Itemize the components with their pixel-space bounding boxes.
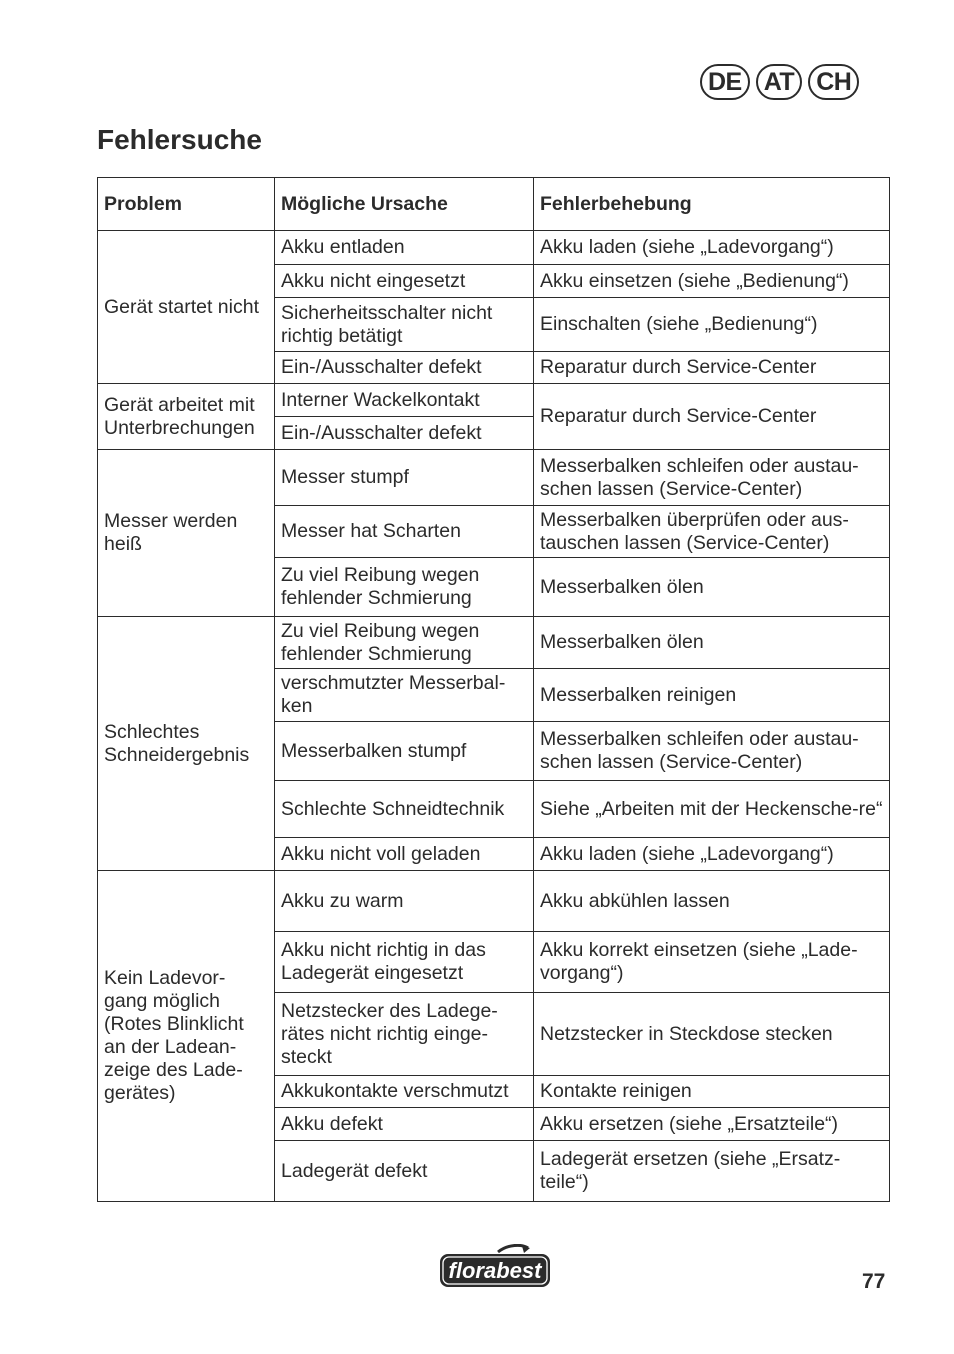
remedy-cell: Reparatur durch Service-Center bbox=[534, 384, 890, 450]
remedy-cell: Netzstecker in Steckdose stecken bbox=[534, 993, 890, 1076]
remedy-cell: Messerbalken schleifen oder austau-schen lassen (Service-Center) bbox=[534, 722, 890, 781]
cause-cell: Schlechte Schneidtechnik bbox=[275, 781, 534, 838]
troubleshooting-table bbox=[97, 177, 890, 1202]
table-row bbox=[98, 384, 890, 417]
country-badge-de: DE bbox=[700, 64, 750, 100]
cause-cell: Akku nicht voll geladen bbox=[275, 838, 534, 871]
cause-cell: Akkukontakte verschmutzt bbox=[275, 1076, 534, 1108]
problem-cell: Kein Ladevor-gang möglich (Rotes Blinklicht an der Ladean-zeige des Lade-gerätes) bbox=[98, 871, 275, 1202]
table-row bbox=[98, 450, 890, 506]
column-header-remedy: Fehlerbehebung bbox=[534, 178, 890, 231]
cause-cell: Sicherheitsschalter nicht richtig betätigt bbox=[275, 298, 534, 352]
cause-cell: Akku zu warm bbox=[275, 871, 534, 932]
country-badge-ch: CH bbox=[808, 64, 859, 100]
cause-cell: Ein-/Ausschalter defekt bbox=[275, 352, 534, 384]
remedy-cell: Siehe „Arbeiten mit der Heckensche-re“ bbox=[534, 781, 890, 838]
remedy-cell: Messerbalken ölen bbox=[534, 617, 890, 669]
cause-cell: Zu viel Reibung wegen fehlender Schmierung bbox=[275, 617, 534, 669]
country-badge-at: AT bbox=[756, 64, 802, 100]
remedy-cell: Akku abkühlen lassen bbox=[534, 871, 890, 932]
cause-cell: Akku entladen bbox=[275, 231, 534, 265]
remedy-cell: Ladegerät ersetzen (siehe „Ersatz-teile“) bbox=[534, 1141, 890, 1202]
problem-cell: Gerät arbeitet mit Unterbrechungen bbox=[98, 384, 275, 450]
cause-cell: Messerbalken stumpf bbox=[275, 722, 534, 781]
cause-cell: Messer stumpf bbox=[275, 450, 534, 506]
cause-cell: Akku nicht richtig in das Ladegerät eingesetzt bbox=[275, 932, 534, 993]
remedy-cell: Messerbalken ölen bbox=[534, 558, 890, 617]
remedy-cell: Messerbalken schleifen oder austau-schen lassen (Service-Center) bbox=[534, 450, 890, 506]
table-row bbox=[98, 871, 890, 932]
cause-cell: Zu viel Reibung wegen fehlender Schmierung bbox=[275, 558, 534, 617]
cause-cell: Akku nicht eingesetzt bbox=[275, 265, 534, 298]
cause-cell: Interner Wackelkontakt bbox=[275, 384, 534, 417]
country-badges bbox=[700, 64, 859, 100]
remedy-cell: Akku ersetzen (siehe „Ersatzteile“) bbox=[534, 1108, 890, 1141]
cause-cell: Messer hat Scharten bbox=[275, 506, 534, 558]
table-row bbox=[98, 231, 890, 265]
cause-cell: Akku defekt bbox=[275, 1108, 534, 1141]
remedy-cell: Einschalten (siehe „Bedienung“) bbox=[534, 298, 890, 352]
remedy-cell: Akku laden (siehe „Ladevorgang“) bbox=[534, 838, 890, 871]
cause-cell: Netzstecker des Ladege-rätes nicht richtig einge-steckt bbox=[275, 993, 534, 1076]
logo-text: florabest bbox=[448, 1258, 542, 1283]
problem-cell: Gerät startet nicht bbox=[98, 231, 275, 384]
table-row bbox=[98, 617, 890, 669]
cause-cell: verschmutzter Messerbal-ken bbox=[275, 669, 534, 722]
remedy-cell: Akku laden (siehe „Ladevorgang“) bbox=[534, 231, 890, 265]
remedy-cell: Akku korrekt einsetzen (siehe „Lade-vorgang“) bbox=[534, 932, 890, 993]
cause-cell: Ein-/Ausschalter defekt bbox=[275, 417, 534, 450]
remedy-cell: Messerbalken reinigen bbox=[534, 669, 890, 722]
table-header-row bbox=[98, 178, 890, 231]
cause-cell: Ladegerät defekt bbox=[275, 1141, 534, 1202]
problem-cell: Messer werden heiß bbox=[98, 450, 275, 617]
problem-cell: Schlechtes Schneidergebnis bbox=[98, 617, 275, 871]
column-header-cause: Mögliche Ursache bbox=[275, 178, 534, 231]
page-number: 77 bbox=[862, 1270, 886, 1293]
remedy-cell: Kontakte reinigen bbox=[534, 1076, 890, 1108]
column-header-problem: Problem bbox=[98, 178, 275, 231]
remedy-cell: Akku einsetzen (siehe „Bedienung“) bbox=[534, 265, 890, 298]
page-title: Fehlersuche bbox=[97, 124, 262, 155]
remedy-cell: Reparatur durch Service-Center bbox=[534, 352, 890, 384]
remedy-cell: Messerbalken überprüfen oder aus-tauschen lassen (Service-Center) bbox=[534, 506, 890, 558]
florabest-logo bbox=[438, 1244, 552, 1295]
